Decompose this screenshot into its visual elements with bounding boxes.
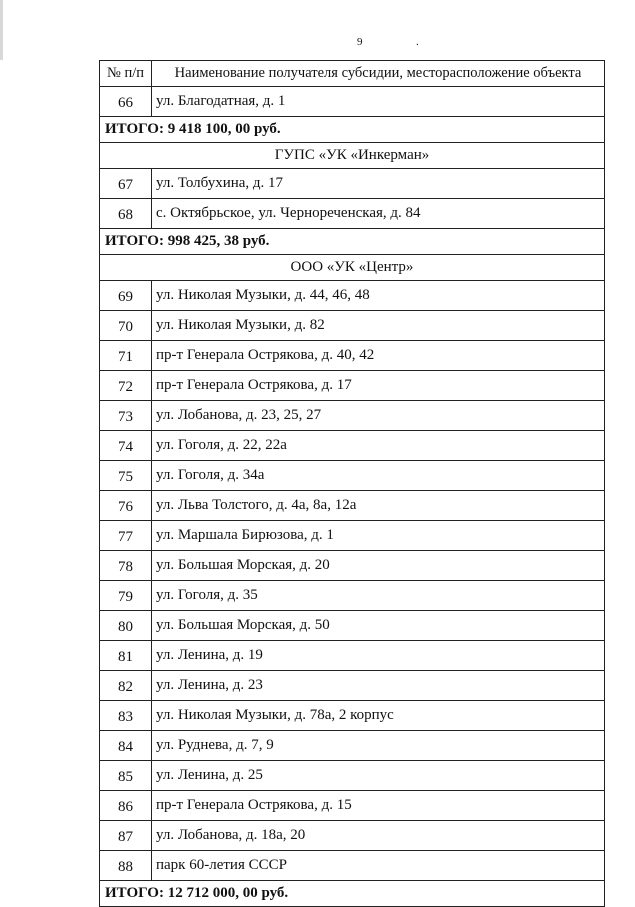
row-address: ул. Лобанова, д. 23, 25, 27 (152, 401, 605, 431)
row-number: 79 (100, 581, 152, 611)
row-address: ул. Толбухина, д. 17 (152, 169, 605, 199)
row-number: 72 (100, 371, 152, 401)
row-number: 71 (100, 341, 152, 371)
row-address: ул. Большая Морская, д. 20 (152, 551, 605, 581)
table-row (100, 611, 605, 641)
row-address: ул. Гоголя, д. 22, 22а (152, 431, 605, 461)
table-row (100, 371, 605, 401)
row-address: с. Октябрьское, ул. Чернореченская, д. 84 (152, 199, 605, 229)
row-number: 73 (100, 401, 152, 431)
row-address: ул. Руднева, д. 7, 9 (152, 731, 605, 761)
table-row (100, 461, 605, 491)
subsidy-table (99, 60, 605, 907)
table-row (100, 851, 605, 881)
row-address: ул. Маршала Бирюзова, д. 1 (152, 521, 605, 551)
total-row (100, 229, 605, 255)
row-address: ул. Гоголя, д. 34а (152, 461, 605, 491)
row-number: 82 (100, 671, 152, 701)
group-title: ООО «УК «Центр» (100, 255, 605, 281)
table-row (100, 701, 605, 731)
group-title: ГУПС «УК «Инкерман» (100, 143, 605, 169)
table-row (100, 281, 605, 311)
row-address: ул. Льва Толстого, д. 4а, 8а, 12а (152, 491, 605, 521)
table-row (100, 821, 605, 851)
row-address: ул. Ленина, д. 25 (152, 761, 605, 791)
total-amount: ИТОГО: 9 418 100, 00 руб. (100, 117, 605, 143)
table-row (100, 431, 605, 461)
row-address: ул. Большая Морская, д. 50 (152, 611, 605, 641)
row-number: 69 (100, 281, 152, 311)
page-number: 9 (357, 36, 363, 48)
row-address: ул. Николая Музыки, д. 78а, 2 корпус (152, 701, 605, 731)
table-row (100, 87, 605, 117)
row-number: 76 (100, 491, 152, 521)
row-number: 74 (100, 431, 152, 461)
total-row (100, 881, 605, 907)
table-row (100, 169, 605, 199)
row-address: ул. Ленина, д. 23 (152, 671, 605, 701)
total-row (100, 117, 605, 143)
table-row (100, 791, 605, 821)
group-row (100, 143, 605, 169)
row-number: 75 (100, 461, 152, 491)
row-address: ул. Николая Музыки, д. 44, 46, 48 (152, 281, 605, 311)
row-number: 86 (100, 791, 152, 821)
row-number: 83 (100, 701, 152, 731)
row-address: ул. Николая Музыки, д. 82 (152, 311, 605, 341)
table-row (100, 761, 605, 791)
row-number: 66 (100, 87, 152, 117)
row-address: пр-т Генерала Острякова, д. 17 (152, 371, 605, 401)
total-amount: ИТОГО: 998 425, 38 руб. (100, 229, 605, 255)
table-row (100, 401, 605, 431)
group-row (100, 255, 605, 281)
row-address: пр-т Генерала Острякова, д. 40, 42 (152, 341, 605, 371)
scan-edge (0, 0, 3, 60)
table-row (100, 491, 605, 521)
table-row (100, 671, 605, 701)
table-row (100, 341, 605, 371)
row-address: ул. Ленина, д. 19 (152, 641, 605, 671)
page-mark: . (416, 36, 419, 48)
row-number: 81 (100, 641, 152, 671)
row-number: 70 (100, 311, 152, 341)
row-number: 85 (100, 761, 152, 791)
row-number: 80 (100, 611, 152, 641)
row-address: ул. Лобанова, д. 18а, 20 (152, 821, 605, 851)
row-number: 78 (100, 551, 152, 581)
table-row (100, 551, 605, 581)
row-address: ул. Благодатная, д. 1 (152, 87, 605, 117)
row-number: 67 (100, 169, 152, 199)
row-address: парк 60-летия СССР (152, 851, 605, 881)
table-row (100, 581, 605, 611)
table-row (100, 731, 605, 761)
row-number: 84 (100, 731, 152, 761)
row-address: ул. Гоголя, д. 35 (152, 581, 605, 611)
table-row (100, 199, 605, 229)
table-header-row (100, 61, 605, 87)
header-name: Наименование получателя субсидии, месторасположение объекта (152, 61, 605, 87)
row-number: 87 (100, 821, 152, 851)
table-row (100, 521, 605, 551)
row-number: 77 (100, 521, 152, 551)
table-row (100, 311, 605, 341)
row-number: 88 (100, 851, 152, 881)
total-amount: ИТОГО: 12 712 000, 00 руб. (100, 881, 605, 907)
table-row (100, 641, 605, 671)
row-number: 68 (100, 199, 152, 229)
row-address: пр-т Генерала Острякова, д. 15 (152, 791, 605, 821)
header-num: № п/п (100, 61, 152, 87)
